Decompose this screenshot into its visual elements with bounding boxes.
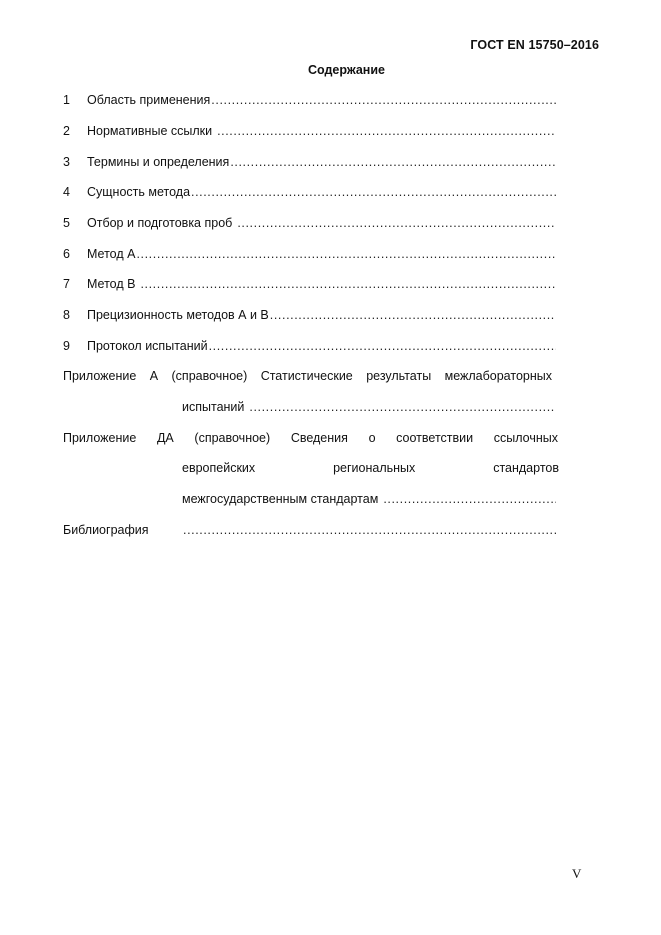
toc-entry-label: Протокол испытаний xyxy=(87,339,208,353)
toc-entry-9[interactable] xyxy=(63,339,557,357)
toc-entry-label: Сущность метода xyxy=(87,185,191,199)
toc-entry-number: 1 xyxy=(63,93,70,107)
toc-title: Содержание xyxy=(307,63,385,77)
toc-entry-number: 3 xyxy=(63,155,70,169)
annex-a-word: межлабораторных xyxy=(444,369,552,383)
toc-entry-label: Термины и определения xyxy=(87,155,230,169)
annex-a-word: результаты xyxy=(366,369,432,383)
leader-dots xyxy=(270,308,556,322)
toc-annex-da-line2[interactable] xyxy=(182,461,559,479)
annex-da-word: о xyxy=(368,431,376,445)
toc-annex-a-cont[interactable] xyxy=(182,400,557,418)
toc-entry-number: 5 xyxy=(63,216,70,230)
annex-da-word: (справочное) xyxy=(194,431,271,445)
toc-entry-7[interactable] xyxy=(63,277,557,295)
leader-dots xyxy=(183,523,556,537)
annex-a-word: Приложение xyxy=(63,369,137,383)
leader-dots xyxy=(136,247,556,261)
toc-entry-number: 7 xyxy=(63,277,70,291)
toc-entry-label: испытаний xyxy=(182,400,245,414)
toc-entry-label: Метод В xyxy=(87,277,136,291)
toc-entry-6[interactable] xyxy=(63,247,557,265)
annex-da-word: стандартов xyxy=(493,461,559,475)
toc-entry-number: 9 xyxy=(63,339,70,353)
annex-da-word: соответствии xyxy=(396,431,474,445)
annex-da-word: ДА xyxy=(156,431,174,445)
toc-entry-label: межгосударственным стандартам xyxy=(182,492,379,506)
toc-entry-label: Отбор и подготовка проб xyxy=(87,216,233,230)
toc-annex-a[interactable] xyxy=(63,369,552,387)
toc-entry-8[interactable] xyxy=(63,308,557,326)
toc-entry-2[interactable] xyxy=(63,124,557,142)
toc-entry-label: Прецизионность методов А и В xyxy=(87,308,269,322)
toc-entry-label: Метод А xyxy=(87,247,136,261)
toc-entry-label: Область применения xyxy=(87,93,211,107)
leader-dots xyxy=(191,185,556,199)
leader-dots xyxy=(211,93,556,107)
annex-da-word: европейских xyxy=(182,461,256,475)
toc-entry-number: 6 xyxy=(63,247,70,261)
toc-entry-5[interactable] xyxy=(63,216,557,234)
leader-dots xyxy=(237,216,556,230)
standard-code: ГОСТ EN 15750–2016 xyxy=(470,38,599,52)
annex-da-word: Сведения xyxy=(290,431,348,445)
toc-entry-3[interactable] xyxy=(63,155,557,173)
toc-entry-label: Нормативные ссылки xyxy=(87,124,213,138)
annex-a-word: Статистические xyxy=(260,369,353,383)
page-number: V xyxy=(572,866,582,881)
leader-dots xyxy=(209,339,556,353)
annex-a-word: (справочное) xyxy=(171,369,248,383)
leader-dots xyxy=(217,124,556,138)
toc-bibliography[interactable] xyxy=(63,523,557,541)
annex-da-word: региональных xyxy=(333,461,416,475)
annex-a-word: А xyxy=(149,369,159,383)
toc-entry-number: 4 xyxy=(63,185,70,199)
toc-entry-number: 8 xyxy=(63,308,70,322)
toc-entry-label: Библиография xyxy=(63,523,149,537)
toc-entry-number: 2 xyxy=(63,124,70,138)
leader-dots xyxy=(140,277,556,291)
toc-entry-1[interactable] xyxy=(63,93,557,111)
toc-annex-da-line3[interactable] xyxy=(182,492,557,510)
toc-annex-da[interactable] xyxy=(63,431,558,449)
annex-da-word: ссылочных xyxy=(493,431,558,445)
leader-dots xyxy=(230,155,556,169)
annex-da-word: Приложение xyxy=(63,431,137,445)
leader-dots xyxy=(383,492,556,506)
toc-entry-4[interactable] xyxy=(63,185,557,203)
leader-dots xyxy=(249,400,556,414)
